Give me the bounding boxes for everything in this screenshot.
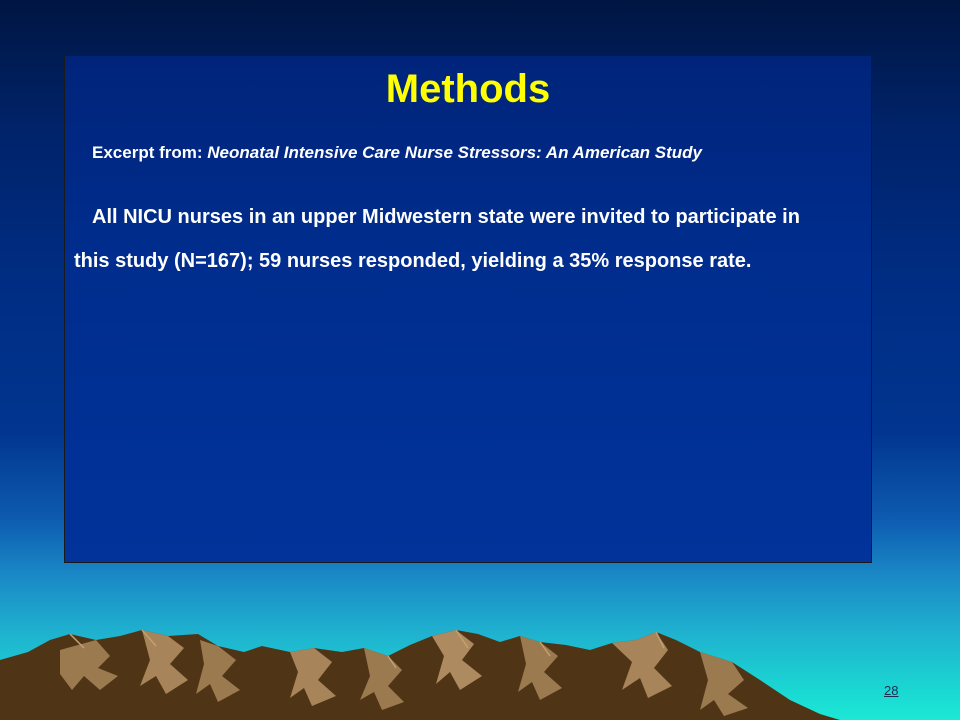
excerpt-citation [92, 142, 872, 164]
content-box [64, 55, 872, 563]
excerpt-prefix: Excerpt from: [92, 143, 208, 162]
methods-body-text: All NICU nurses in an upper Midwestern state were invited to participate in this study (N=167); 59 nurses responded, yielding a 35% response rate. [74, 206, 800, 272]
page-number: 28 [884, 683, 899, 698]
excerpt-source-title: Neonatal Intensive Care Nurse Stressors: An American Study [207, 143, 702, 162]
slide-title: Methods [385, 67, 551, 111]
